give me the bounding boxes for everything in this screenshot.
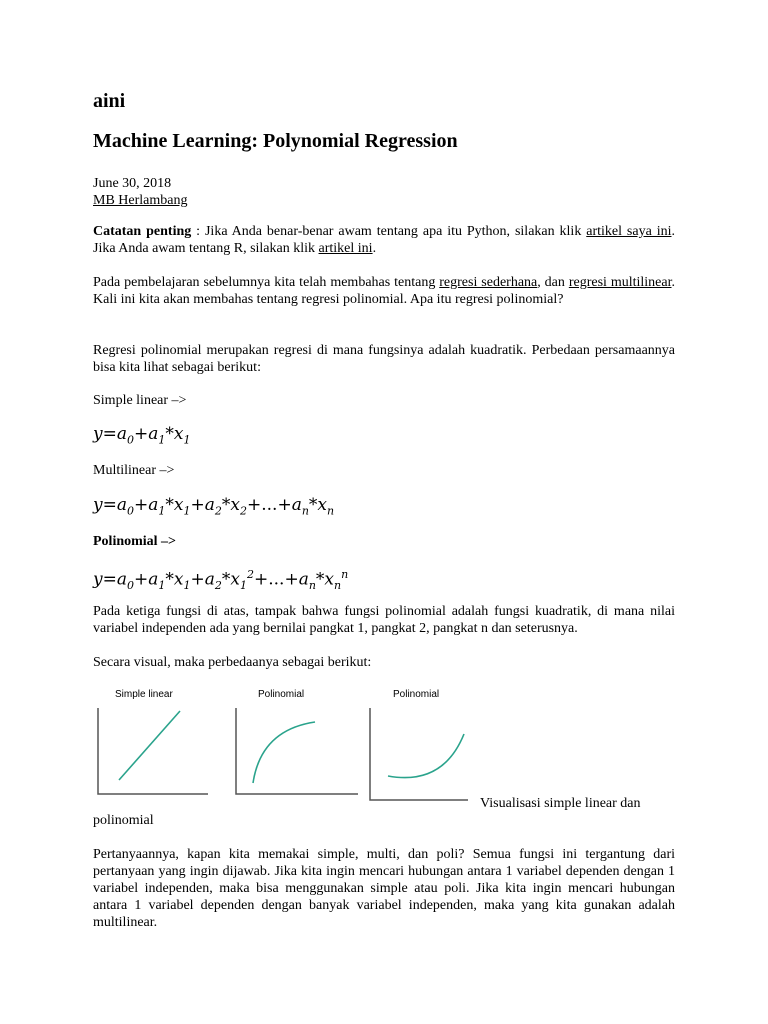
question-paragraph: Pertanyaannya, kapan kita memakai simple, multi, dan poli? Semua fungsi ini tergantung dari pertanyaan yang ingin dijawab. Jika kita ingin mencari hubungan antara 1 variabel dependen dengan 1 variabel independen, maka bisa menggunakan simple atau poli. Jika kita ingin mencari hubungan antara 1 variabel dependen dengan banyak variabel independen, maka yang kita gunakan adalah multilinear. (93, 847, 675, 930)
regression-comparison-figure (93, 684, 478, 811)
polynomial-formula: $y=a_0+a_1*x_1+a_2*x_1^2+...+a_n*x_n^n$ (93, 568, 349, 593)
panel-axes (98, 708, 208, 794)
regression-curves-image (93, 684, 478, 806)
link-regresi-multilinear[interactable]: regresi multilinear (568, 275, 672, 290)
panel-title-polynomial-2: Polinomial (393, 689, 440, 700)
note-paragraph: Catatan penting : Jika Anda benar-benar awam tentang apa itu Python, silakan klik artikel saya ini. Jika Anda awam tentang R, silakan klik artikel ini. (93, 224, 675, 256)
figure-caption-line2: polinomial (93, 813, 154, 828)
visual-intro-paragraph: Secara visual, maka perbedaanya sebagai berikut: (93, 655, 372, 670)
multilinear-formula: $y=a_0+a_1*x_1+a_2*x_2+...+a_n*x_n$ (93, 495, 335, 518)
article-date: June 30, 2018 (93, 176, 172, 191)
polynomial-label: Polinomial –> (93, 534, 177, 549)
panel-simple-linear (98, 689, 208, 794)
definition-paragraph: Regresi polinomial merupakan regresi di mana fungsinya adalah kuadratik. Perbedaan persamaannya bisa kita lihat sebagai berikut: (93, 343, 675, 375)
panel-polynomial-2 (370, 689, 468, 800)
panel-axes (236, 708, 358, 794)
simple-linear-formula: $y=a_0+a_1*x_1$ (93, 424, 191, 447)
panel-polynomial-1 (236, 689, 358, 794)
link-artikel-saya-ini[interactable]: artikel saya ini (586, 224, 672, 239)
article-title: Machine Learning: Polynomial Regression (93, 130, 458, 152)
simple-linear-label: Simple linear –> (93, 393, 187, 408)
link-regresi-sederhana[interactable]: regresi sederhana (439, 275, 538, 290)
intro-paragraph: Pada pembelajaran sebelumnya kita telah membahas tentang regresi sederhana, dan regresi multilinear. Kali ini kita akan membahas tentang regresi polinomial. Apa itu regresi polinomial? (93, 275, 676, 307)
multilinear-label: Multilinear –> (93, 463, 175, 478)
concave-up-curve (388, 734, 464, 778)
note-label: Catatan penting (93, 224, 192, 239)
concave-down-curve (253, 722, 315, 783)
blog-author-name: aini (93, 90, 126, 112)
comparison-paragraph: Pada ketiga fungsi di atas, tampak bahwa fungsi polinomial adalah fungsi kuadratik, di mana nilai variabel independen ada yang bernilai pangkat 1, pangkat 2, pangkat n dan seterusnya. (93, 604, 675, 636)
author-link[interactable]: MB Herlambang (93, 193, 188, 208)
link-artikel-ini[interactable]: artikel ini (318, 241, 373, 256)
figure-caption-line1: Visualisasi simple linear dan (480, 796, 641, 811)
linear-curve (119, 711, 180, 780)
panel-title-simple-linear: Simple linear (115, 689, 173, 700)
panel-title-polynomial-1: Polinomial (258, 689, 305, 700)
